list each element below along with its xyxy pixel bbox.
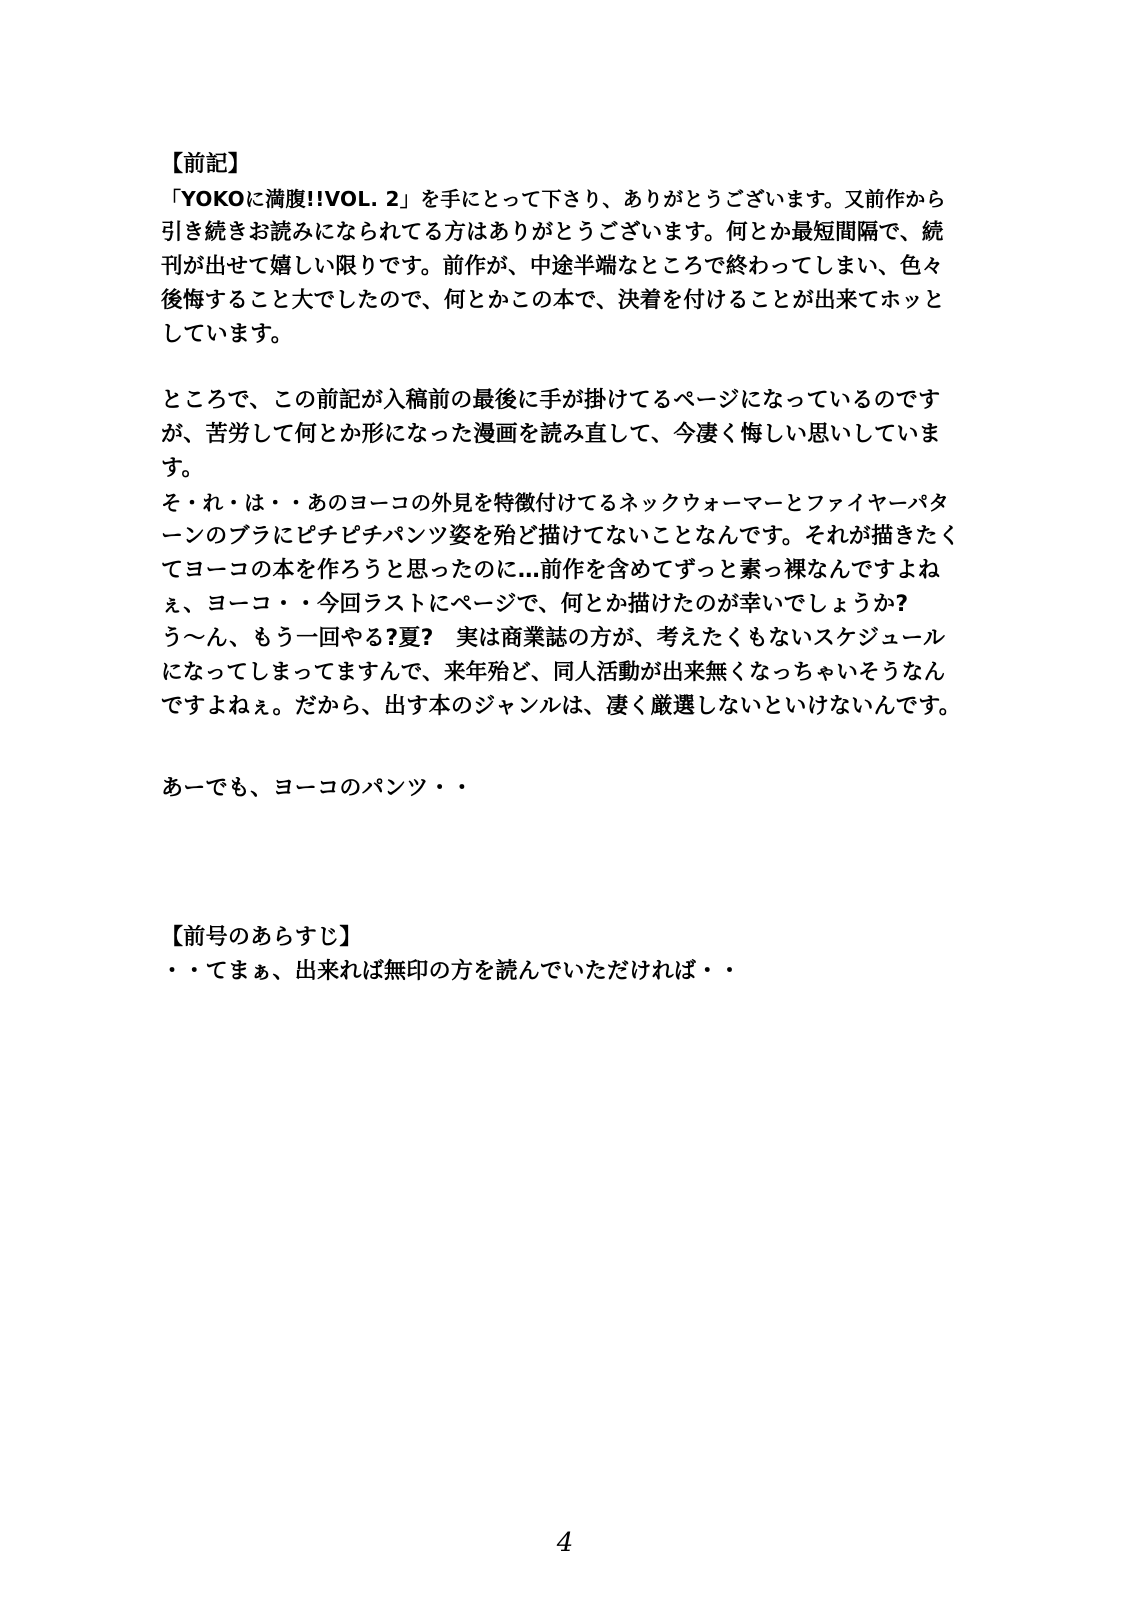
preface-line: 「YOKOに満腹!!VOL. 2」を手にとって下さり、ありがとうございます。又前作から [161, 187, 946, 211]
synopsis-section [161, 921, 961, 989]
synopsis-heading: 【前号のあらすじ】 [161, 925, 362, 950]
preface-line: 刊が出せて嬉しい限りです。前作が、中途半端なところで終わってしまい、色々 [161, 254, 944, 279]
body-line: ところで、この前記が入稿前の最後に手が掛けてるページになっているのです [161, 388, 941, 413]
body-section [161, 384, 961, 724]
preface-line: 引き続きお読みになられてる方はありがとうございます。何とか最短間隔で、続 [161, 220, 944, 245]
body-line: になってしまってますんで、来年殆ど、同人活動が出来無くなっちゃいそうなん [161, 660, 946, 685]
page-number: 4 [556, 1528, 574, 1558]
preface-line: しています。 [161, 322, 294, 347]
body-line: てヨーコの本を作ろうと思ったのに…前作を含めてずっと素っ裸なんですよね [161, 558, 941, 583]
body-line: が、苦労して何とか形になった漫画を読み直して、今凄く悔しい思いしていま [161, 422, 942, 447]
closing-section [161, 772, 961, 806]
body-line: ですよねぇ。だから、出す本のジャンルは、凄く厳選しないといけないんです。 [161, 694, 962, 719]
body-line: そ・れ・は・・あのヨーコの外見を特徴付けてるネックウォーマーとファイヤーパタ [161, 491, 950, 515]
body-line: す。 [161, 456, 204, 481]
body-line: ぇ、ヨーコ・・今回ラストにページで、何とか描けたのが幸いでしょうか? [161, 592, 909, 617]
closing-line: あーでも、ヨーコのパンツ・・ [161, 776, 474, 801]
preface-line: 後悔すること大でしたので、何とかこの本で、決着を付けることが出来てホッと [161, 288, 945, 313]
body-line: う～ん、もう一回やる?夏? 実は商業誌の方が、考えたくもないスケジュール [161, 626, 946, 651]
synopsis-line: ・・てまぁ、出来れば無印の方を読んでいただければ・・ [161, 959, 741, 984]
preface-section [161, 148, 961, 352]
body-line: ーンのブラにピチピチパンツ姿を殆ど描けてないことなんです。それが描きたく [161, 524, 961, 549]
preface-heading: 【前記】 [161, 152, 251, 177]
